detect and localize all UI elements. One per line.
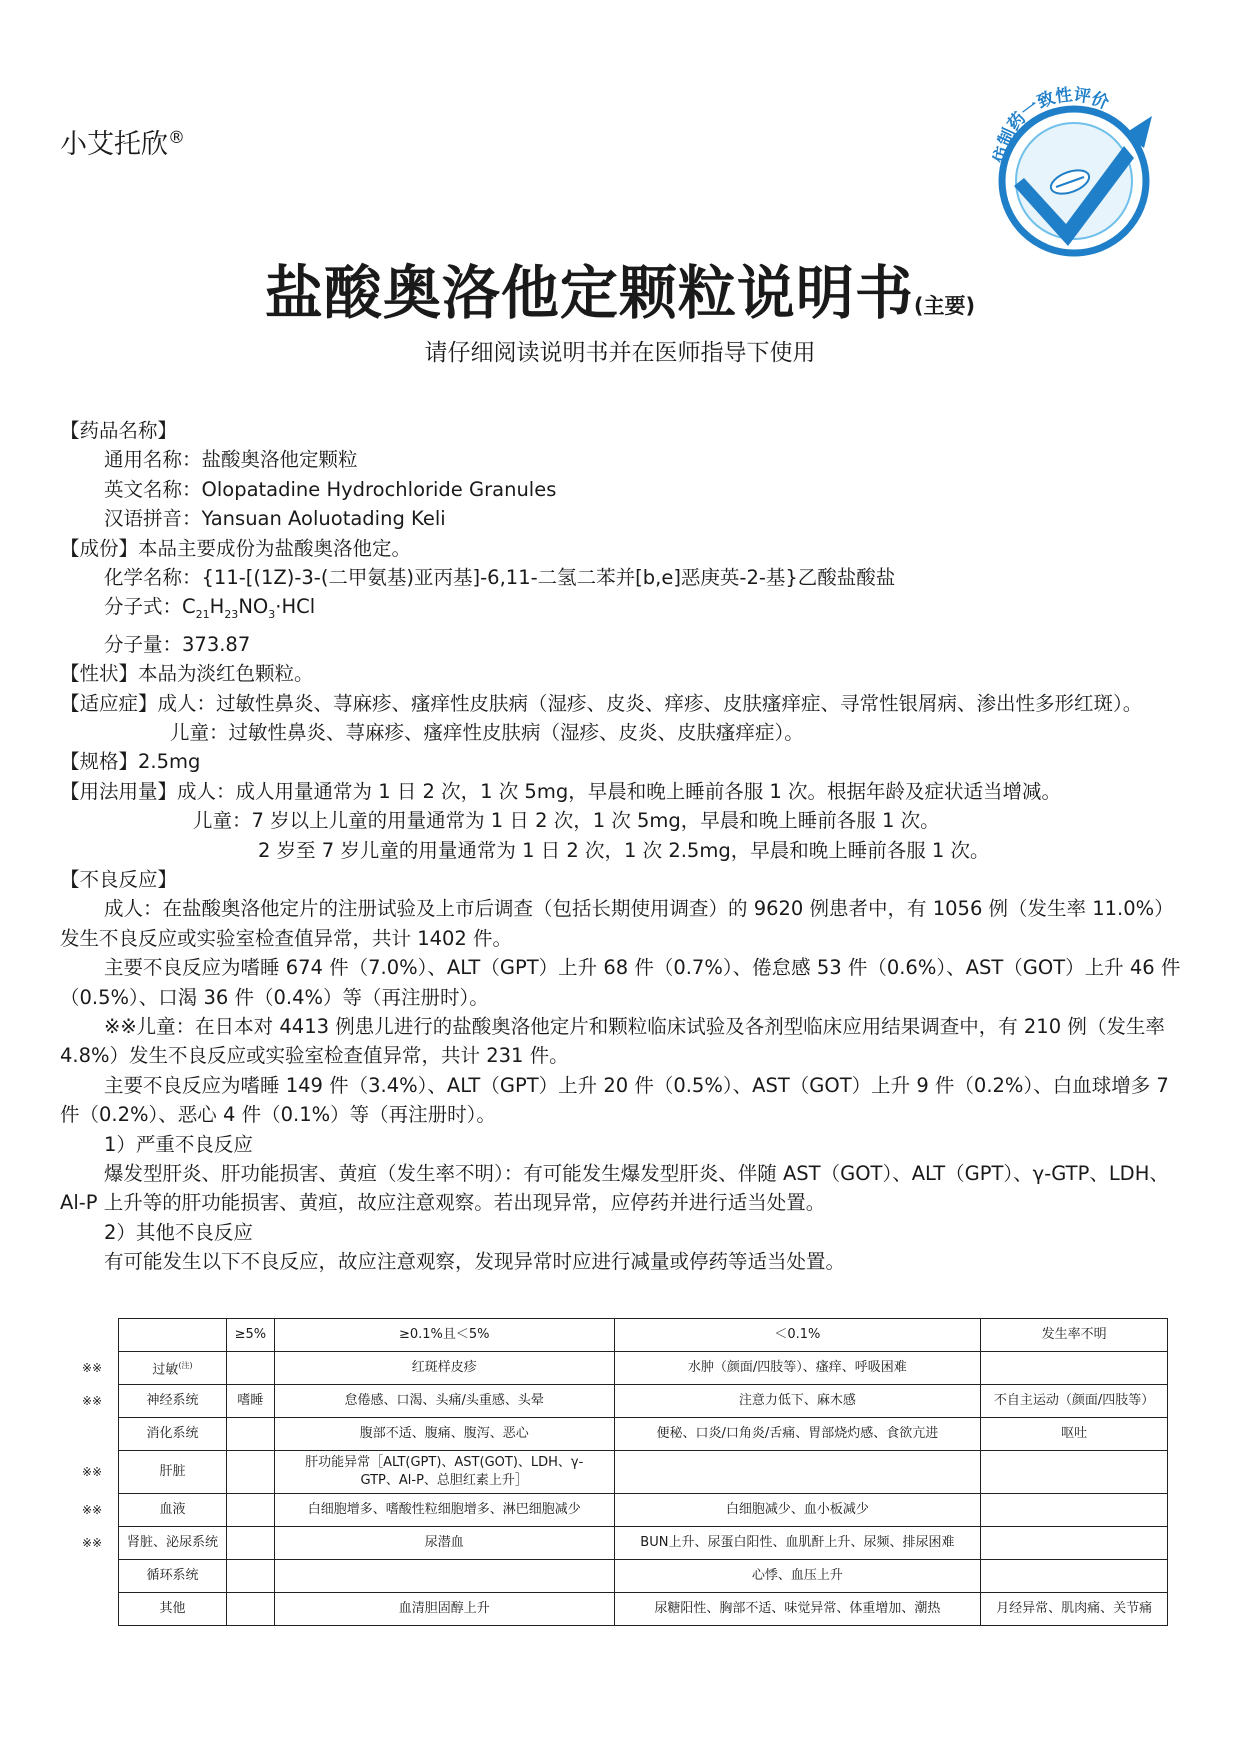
table-row [119, 1385, 1168, 1418]
revision-mark: ※※ [82, 1361, 103, 1375]
table-cell: 嗜睡 [226, 1385, 274, 1418]
composition-line [60, 534, 1190, 563]
subtitle: 请仔细阅读说明书并在医师指导下使用 [424, 340, 816, 366]
table-cell: 水肿（颜面/四肢等）、瘙痒、呼吸困难 [614, 1352, 981, 1385]
table-row [119, 1494, 1168, 1527]
serious-adverse-text: 爆发型肝炎、肝功能损害、黄疸（发生率不明）：有可能发生爆发型肝炎、伴随 AST（GOT）、ALT（GPT）、γ-GTP、LDH、Al-P 上升等的肝功能损害、黄疸，故应注意观察。若出现异常，应停药并进行适当处置。 [60, 1162, 1169, 1215]
indications-adult-line [60, 689, 1190, 718]
character-text: 本品为淡红色颗粒。 [138, 662, 314, 686]
spec-text: 2.5mg [138, 750, 201, 774]
system-cell [119, 1418, 227, 1451]
system-cell [119, 1560, 227, 1593]
system-name: 消化系统 [146, 1426, 199, 1441]
revision-mark: ※※ [82, 1503, 103, 1517]
dosage-adult-line [60, 777, 1190, 806]
revision-mark: ※※ [82, 1465, 103, 1479]
pinyin-name: 汉语拼音：Yansuan Aoluotading Keli [104, 507, 446, 531]
table-header-cell: ＜0.1% [614, 1319, 981, 1352]
table-row [119, 1418, 1168, 1451]
table-cell: 白细胞增多、嗜酸性粒细胞增多、淋巴细胞减少 [274, 1494, 614, 1527]
indications-child: 儿童：过敏性鼻炎、荨麻疹、瘙痒性皮肤病（湿疹、皮炎、皮肤瘙痒症）。 [170, 720, 804, 744]
table-cell [981, 1451, 1168, 1494]
seal-text: 仿制药一致性评价 [990, 86, 1112, 165]
table-row [119, 1593, 1168, 1626]
section-heading-drug-name: 【药品名称】 [60, 419, 178, 442]
adverse-reaction-table [82, 1318, 1168, 1626]
chemical-name: 化学名称：{11-[(1Z)-3-(二甲氨基)亚丙基]-6,11-二氢二苯并[b,e]恶庚英-2-基}乙酸盐酸盐 [104, 566, 896, 590]
system-name: 血液 [159, 1502, 186, 1517]
table-cell: 便秘、口炎/口角炎/舌痛、胃部烧灼感、食欲亢进 [614, 1418, 981, 1451]
table-cell: 尿潜血 [274, 1527, 614, 1560]
english-name: 英文名称：Olopatadine Hydrochloride Granules [104, 477, 557, 501]
section-heading-adverse: 【不良反应】 [60, 867, 178, 891]
brand-name [60, 122, 185, 161]
table-cell: 月经异常、肌肉痛、关节痛 [981, 1593, 1168, 1626]
adverse-adult-main: 主要不良反应为嗜睡 674 件（7.0%）、ALT（GPT）上升 68 件（0.7%）、倦怠感 53 件（0.6%）、AST（GOT）上升 46 件（0.5%）、口渴 36 件（0.4%）等（再注册时）。 [60, 956, 1181, 1009]
table-cell: 腹部不适、腹痛、腹泻、恶心 [274, 1418, 614, 1451]
dosage-child-1: 儿童：7 岁以上儿童的用量通常为 1 日 2 次，1 次 5mg，早晨和晚上睡前各服 1 次。 [193, 809, 940, 833]
registered-mark: ® [168, 128, 185, 148]
molecular-weight: 分子量：373.87 [104, 632, 251, 656]
system-cell [82, 1494, 227, 1527]
system-cell [82, 1527, 227, 1560]
molecular-formula [60, 592, 1190, 629]
table-row [119, 1451, 1168, 1494]
table-cell: 红斑样皮疹 [274, 1352, 614, 1385]
table-row [119, 1352, 1168, 1385]
system-cell [82, 1385, 227, 1418]
table-cell [226, 1352, 274, 1385]
document-title [0, 246, 1240, 330]
generic-name: 通用名称：盐酸奥洛他定颗粒 [104, 448, 358, 472]
table-cell: 呕吐 [981, 1418, 1168, 1451]
table-cell: 心悸、血压上升 [614, 1560, 981, 1593]
table-cell: 白细胞减少、血小板减少 [614, 1494, 981, 1527]
section-heading-indications: 【适应症】 [60, 691, 158, 715]
table-cell [981, 1494, 1168, 1527]
system-cell [119, 1593, 227, 1626]
table-header-cell: ≥5% [226, 1319, 274, 1352]
system-name: 过敏 [152, 1362, 179, 1378]
composition-text: 本品主要成份为盐酸奥洛他定。 [138, 536, 412, 560]
table-cell: 尿糖阳性、胸部不适、味觉异常、体重增加、潮热 [614, 1593, 981, 1626]
formula-c: C [182, 595, 196, 619]
section-heading-composition: 【成份】 [60, 536, 139, 560]
formula-tail: ·HCl [275, 595, 316, 619]
table-cell: 注意力低下、麻木感 [614, 1385, 981, 1418]
system-name: 循环系统 [146, 1568, 199, 1583]
table-cell [981, 1560, 1168, 1593]
adverse-adult: 成人：在盐酸奥洛他定片的注册试验及上市后调查（包括长期使用调查）的 9620 例患者中，有 1056 例（发生率 11.0%）发生不良反应或实验室检查值异常，共计 1402 件。 [60, 897, 1174, 950]
consistency-evaluation-seal-icon [984, 86, 1164, 266]
leaflet-body [60, 416, 1190, 1277]
revision-mark: ※※ [82, 1536, 103, 1550]
table-cell [274, 1560, 614, 1593]
table-cell: 怠倦感、口渴、头痛/头重感、头晕 [274, 1385, 614, 1418]
table-header-row [119, 1319, 1168, 1352]
section-heading-spec: 【规格】 [60, 750, 139, 774]
system-cell: ※※ 过敏$^{(注)}$ [119, 1352, 227, 1385]
table-cell [226, 1593, 274, 1626]
other-adverse-title: 2）其他不良反应 [104, 1220, 253, 1244]
section-heading-dosage: 【用法用量】 [60, 779, 178, 803]
formula-h-count: 23 [224, 608, 239, 622]
title-tag: (主要) [913, 294, 976, 318]
system-name: 其他 [159, 1601, 186, 1616]
table-row [119, 1527, 1168, 1560]
character-line [60, 659, 1190, 688]
dosage-adult: 成人：成人用量通常为 1 日 2 次，1 次 5mg，早晨和晚上睡前各服 1 次。根据年龄及症状适当增减。 [177, 779, 1062, 803]
system-name: 肝脏 [159, 1464, 186, 1479]
table-cell [226, 1527, 274, 1560]
title-main: 盐酸奥洛他定颗粒说明书 [264, 259, 914, 327]
table-cell [981, 1352, 1168, 1385]
table-cell [226, 1451, 274, 1494]
formula-c-count: 21 [195, 608, 210, 622]
footnote-mark: 注 [181, 1360, 190, 1370]
table-cell [614, 1451, 981, 1494]
indications-adult: 成人：过敏性鼻炎、荨麻疹、瘙痒性皮肤病（湿疹、皮炎、痒疹、皮肤瘙痒症、寻常性银屑病、渗出性多形红斑）。 [157, 691, 1143, 715]
adverse-child: ※※儿童：在日本对 4413 例患儿进行的盐酸奥洛他定片和颗粒临床试验及各剂型临床应用结果调查中，有 210 例（发生率 4.8%）发生不良反应或实验室检查值异常，共计 231 件。 [60, 1015, 1165, 1068]
table-cell [226, 1494, 274, 1527]
table-row [119, 1560, 1168, 1593]
dosage-child-2: 2 岁至 7 岁儿童的用量通常为 1 日 2 次，1 次 2.5mg，早晨和晚上睡前各服 1 次。 [258, 838, 990, 862]
table-cell: 血清胆固醇上升 [274, 1593, 614, 1626]
formula-o-count: 3 [268, 608, 276, 622]
section-heading-character: 【性状】 [60, 662, 139, 686]
system-cell [82, 1451, 227, 1494]
spec-line [60, 747, 1190, 776]
table-cell [226, 1418, 274, 1451]
adverse-child-main: 主要不良反应为嗜睡 149 件（3.4%）、ALT（GPT）上升 20 件（0.5%）、AST（GOT）上升 9 件（0.2%）、白血球增多 7 件（0.2%）、恶心 4 件（0.1%）等（再注册时）。 [60, 1073, 1169, 1127]
revision-mark: ※※ [82, 1394, 103, 1408]
system-name: 肾脏、泌尿系统 [126, 1535, 218, 1550]
brand-text: 小艾托欣 [60, 129, 168, 160]
table-cell: 不自主运动（颜面/四肢等） [981, 1385, 1168, 1418]
table-cell: 肝功能异常［ALT(GPT)、AST(GOT)、LDH、γ-GTP、Al-P、总胆红素上升］ [274, 1451, 614, 1494]
other-adverse-text: 有可能发生以下不良反应，故应注意观察，发现异常时应进行减量或停药等适当处置。 [104, 1250, 846, 1274]
formula-label: 分子式： [104, 595, 183, 619]
formula-no: NO [238, 595, 269, 619]
table-cell [981, 1527, 1168, 1560]
table-header-cell: ≥0.1%且＜5% [274, 1319, 614, 1352]
table-cell: BUN上升、尿蛋白阳性、血肌酐上升、尿频、排尿困难 [614, 1527, 981, 1560]
table-header-cell: 发生率不明 [981, 1319, 1168, 1352]
formula-h: H [209, 595, 225, 619]
table-header-cell [119, 1319, 227, 1352]
system-name: 神经系统 [146, 1393, 199, 1408]
table-cell [226, 1560, 274, 1593]
serious-adverse-title: 1）严重不良反应 [104, 1132, 253, 1156]
